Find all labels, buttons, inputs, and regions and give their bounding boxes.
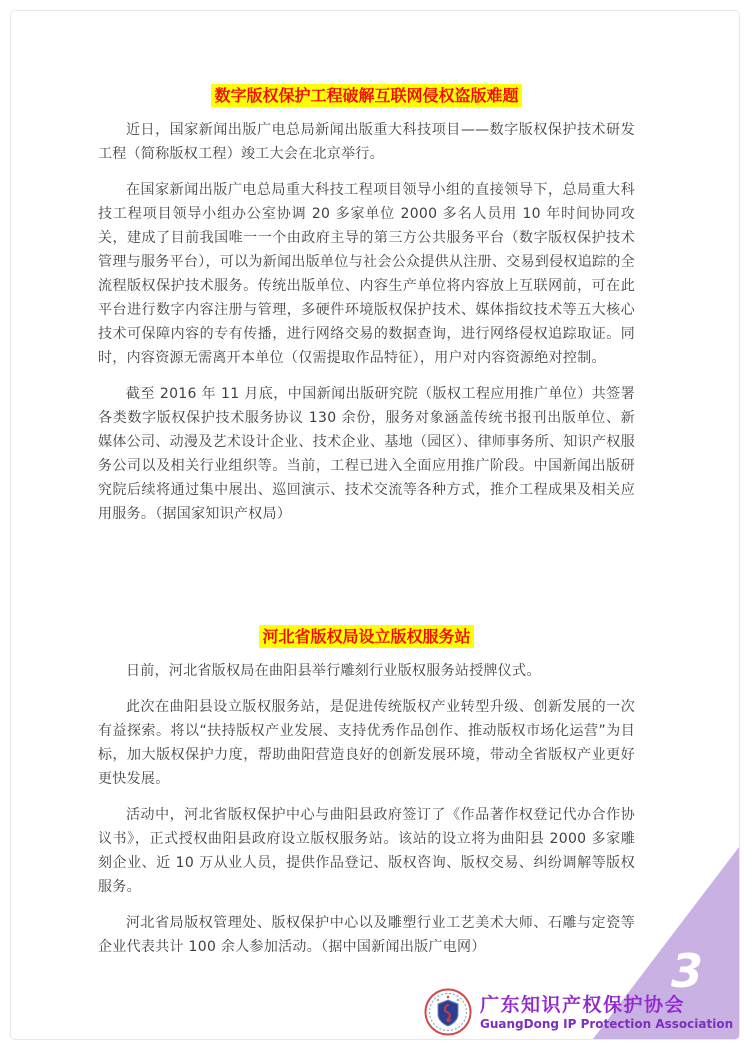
- association-logo-icon: [424, 988, 472, 1036]
- article2-title: [98, 625, 635, 649]
- article2-paragraph-1: 日前，河北省版权局在曲阳县举行雕刻行业版权服务站授牌仪式。: [126, 663, 541, 679]
- page-number: 3: [670, 944, 703, 998]
- article2-title-text: 河北省版权局设立版权服务站: [259, 625, 473, 648]
- article1-paragraph-1: 近日，国家新闻出版广电总局新闻出版重大科技项目——数字版权保护技术研发工程（简称版权工程）竣工大会在北京举行。: [98, 122, 635, 162]
- article1-title: [98, 84, 635, 108]
- org-name-en: GuangDong IP Protection Association: [480, 1016, 734, 1031]
- document-page: [10, 10, 740, 1040]
- article2-paragraph-3: 活动中，河北省版权保护中心与曲阳县政府签订了《作品著作权登记代办合作协议书》，正式授权曲阳县政府设立版权服务站。该站的设立将为曲阳县 2000 多家雕刻企业、近 10 万从业人员，提供作品登记、版权咨询、版权交易、纠纷调解等版权服务。: [98, 807, 635, 895]
- article1-paragraph-3: 截至 2016 年 11 月底，中国新闻出版研究院（版权工程应用推广单位）共签署各类数字版权保护技术服务协议 130 余份，服务对象涵盖传统书报刊出版单位、新媒体公司、动漫及艺术设计企业、技术企业、基地（园区）、律师事务所、知识产权服务公司以及相关行业组织等。当前，工程已进入全面应用推广阶段。中国新闻出版研究院后续将通过集中展出、巡回演示、技术交流等各种方式，推介工程成果及相关应用服务。（据国家知识产权局）: [98, 386, 635, 522]
- article1-paragraph-2: 在国家新闻出版广电总局重大科技工程项目领导小组的直接领导下，总局重大科技工程项目领导小组办公室协调 20 多家单位 2000 多名人员用 10 年时间协同攻关，建成了目前我国唯一一个由政府主导的第三方公共服务平台（数字版权保护技术管理与服务平台），可以为新闻出版单位与社会公众提供从注册、交易到侵权追踪的全流程版权保护技术服务。传统出版单位、内容生产单位将内容放上互联网前，可在此平台进行数字内容注册与管理，多硬件环境版权保护技术、媒体指纹技术等五大核心技术可保障内容的专有传播，进行网络交易的数据查询，进行网络侵权追踪取证。同时，内容资源无需离开本单位（仅需提取作品特征），用户对内容资源绝对控制。: [98, 182, 635, 366]
- footer: [424, 988, 733, 1036]
- org-name-block: [480, 993, 733, 1032]
- org-name-cn: 广东知识产权保护协会: [480, 993, 686, 1016]
- article2-paragraph-4: 河北省局版权管理处、版权保护中心以及雕塑行业工艺美术大师、石雕与定瓷等企业代表共计 100 余人参加活动。（据中国新闻出版广电网）: [98, 915, 635, 955]
- page-content: [98, 11, 635, 971]
- article2-paragraph-2: 此次在曲阳县设立版权服务站，是促进传统版权产业转型升级、创新发展的一次有益探索。将以“扶持版权产业发展、支持优秀作品创作、推动版权市场化运营”为目标，加大版权保护力度，帮助曲阳营造良好的创新发展环境，带动全省版权产业更好更快发展。: [98, 699, 635, 787]
- article1-title-text: 数字版权保护工程破解互联网侵权盗版难题: [211, 84, 521, 107]
